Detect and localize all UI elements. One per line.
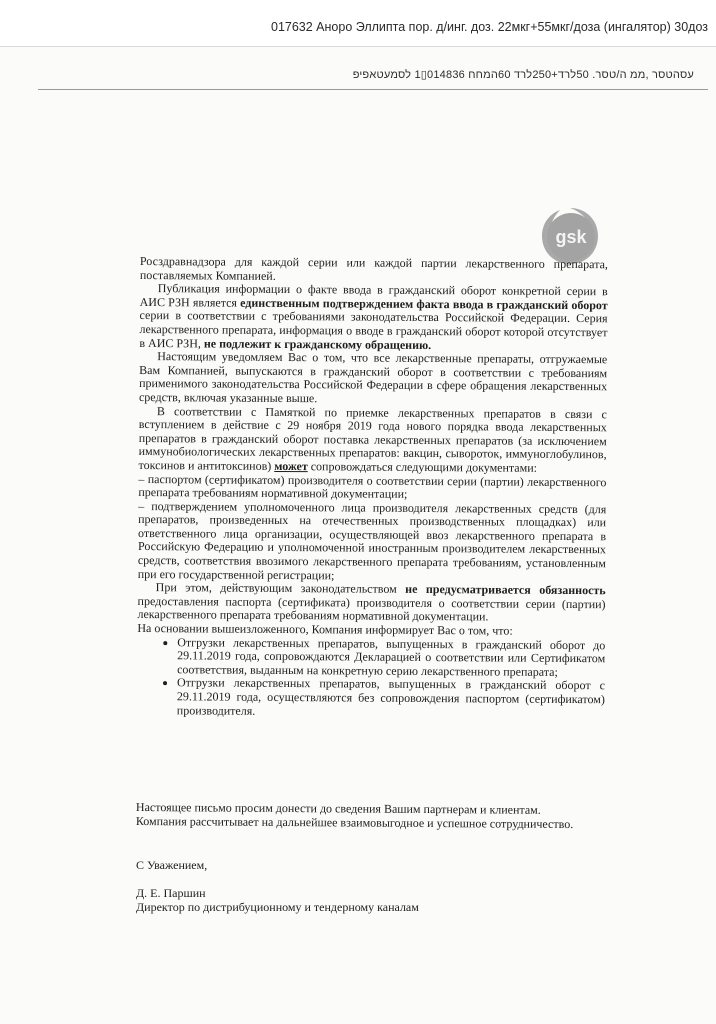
- signature-greeting: С Уважением,: [136, 858, 208, 872]
- signature-block: [136, 850, 419, 914]
- document-item-passport: – паспортом (сертификатом) производителя о соответствии серии (партии) лекарственного препарата требованиям нормативной документации;: [138, 471, 607, 501]
- fax-header-rule: [38, 89, 708, 90]
- paragraph-publication-conclusion: не подлежит к гражданскому обращению.: [203, 336, 432, 352]
- paragraph-legislation: [137, 581, 605, 625]
- window-title: 017632 Анорo Эллипта пор. д/инг. доз. 22мкг+55мкг/доза (ингалятор) 30доз: [271, 20, 708, 34]
- closing-request: Настоящее письмо просим донести до сведения Вашим партнерам и клиентам.: [135, 800, 541, 817]
- paragraph-legislation-part-a: При этом, действующим законодательством: [155, 580, 406, 597]
- paragraph-publication-part-c: серии в соответствии с требованиями законодательства Российской Федерации. Серия лекарственного препарата, информация о вводе в гражданский оборот которой отсутствует в АИС РЗН,: [139, 308, 608, 351]
- paragraph-publication-emphasis: единственным подтверждением факта ввода в гражданский оборот: [240, 295, 608, 313]
- paragraph-memo-part-c: сопровождаться следующими документами:: [307, 459, 538, 475]
- shipment-item-after: • Отгрузки лекарственных препаратов, выпущенных в гражданский оборот с 29.11.2019 года, осуществляются без сопровождения паспортом (сертификатом) производителя.: [177, 677, 605, 721]
- paragraph-memo-part-a: В соответствии с Памяткой по приемке лекарственных препаратов в связи с вступлением в действие с 29 ноября 2019 года нового порядка ввода лекарственных препаратов в гражданский оборот поставка лекарственных препаратов (за исключением иммунобиологических лекарственных препаратов: вакцин, сывороток, иммуноглобулинов, токсинов и антитоксинов): [138, 403, 607, 473]
- closing-cooperation: Компания рассчитывает на дальнейшее взаимовыгодное и успешное сотрудничество.: [135, 813, 574, 832]
- letter-body: [137, 255, 608, 720]
- paragraph-legislation-emphasis: не предусматривается обязанность: [405, 582, 606, 598]
- paragraph-memo: [138, 405, 606, 476]
- signature-name: Д. Е. Паршин: [136, 886, 206, 900]
- logo-text: gsk: [555, 227, 587, 247]
- window-title-bar: [0, 0, 716, 47]
- fax-header-line: עסהטסר ,ממ ה/טסר. 50לרד+250לרד 60המחח 014836▯1 לסמעטאפיפ: [352, 69, 694, 81]
- paragraph-publication-part-a: Публикация информации о факте ввода в гражданский оборот конкретной серии в АИС РЗН является: [139, 281, 608, 310]
- paragraph-memo-emphasis: может: [274, 458, 308, 474]
- letter-closing: [136, 800, 606, 831]
- shipment-item-before: • Отгрузки лекарственных препаратов, выпущенных в гражданский оборот до 29.11.2019 года, сопровождаются Декларацией о соответствии или Сертификатом соответствия, выданным на конкретную серию лекарственного препарата;: [177, 636, 605, 680]
- paragraph-publication: [139, 282, 607, 353]
- paragraph-conclusion: На основании вышеизложенного, Компания информирует Вас о том, что:: [137, 621, 513, 638]
- shipment-list: [137, 636, 606, 721]
- paragraph-intro: Росздравнадзора для каждой серии или каждой партии лекарственного препарата, поставляемых Компанией.: [139, 254, 608, 283]
- signature-position: Директор по дистрибуционному и тендерному каналам: [136, 900, 419, 914]
- paragraph-legislation-part-c: предоставления паспорта (сертификата) производителя о соответствии серии (партии) лекарственного препарата требованиям нормативной документации.: [137, 593, 606, 624]
- paragraph-notice: Настоящим уведомляем Вас о том, что все лекарственные препараты, отгружаемые Вам Компанией, выпускаются в гражданский оборот в соответствии с требованиям применимого законодательства Российской Федерации в сфере обращения лекарственных средств, включая указанные выше.: [138, 349, 608, 406]
- document-item-confirmation: – подтверждением уполномоченного лица производителя лекарственных средств (для препаратов, произведенных на отечественных производственных площадках) или ответственного лица организации, осуществляющей ввоз лекарственного препарата в Российскую Федерацию и уполномоченной иностранным производителем лекарственных средств, соответствия ввозимого лекарственного препарата требованиям, установленным при его государственной регистрации;: [137, 498, 607, 583]
